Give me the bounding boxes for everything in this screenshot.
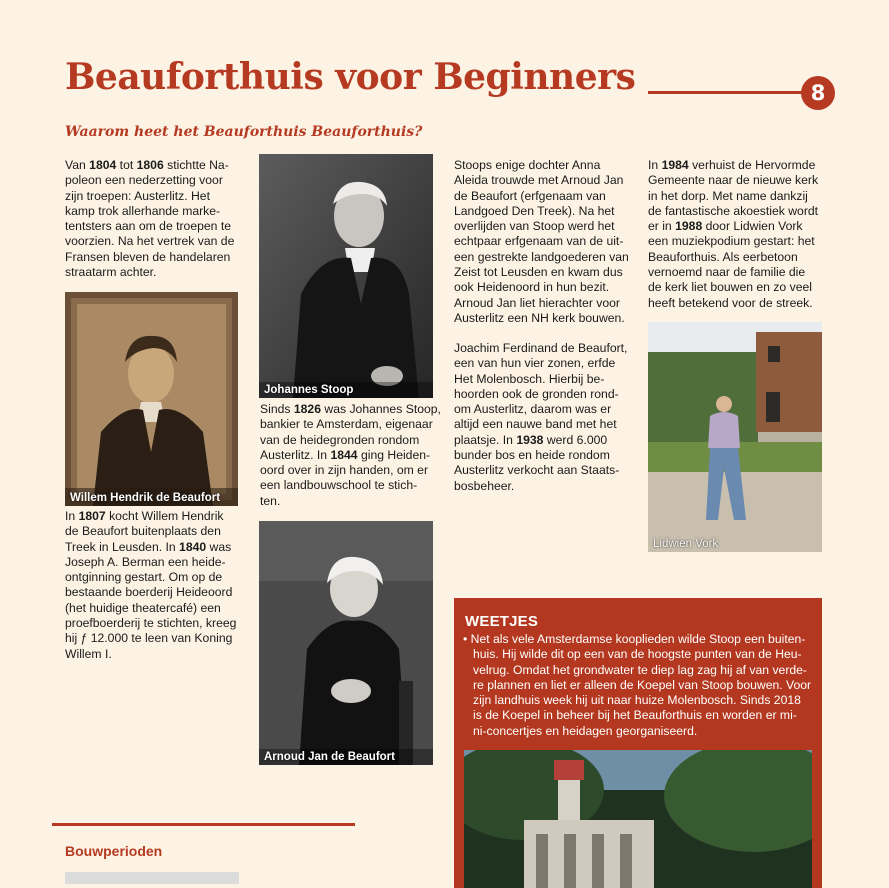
text-run: (het huidige theatercafé) een: [65, 600, 221, 615]
text-run: ook Heidenoord in hun bezit.: [454, 280, 610, 295]
text-line: [454, 448, 627, 463]
subtitle: Waarom heet het Beauforthuis Beauforthuis?: [65, 124, 423, 140]
text-line: [65, 647, 236, 662]
text-run: oord over in zijn handen, om er: [260, 463, 429, 478]
text-run: van de heidegronden rondom: [260, 432, 420, 447]
text-run: In: [648, 158, 662, 172]
text-line: [454, 479, 627, 494]
text-run: Stoops enige dochter Anna: [454, 158, 601, 172]
text-line: [65, 204, 234, 219]
text-line: [65, 265, 234, 280]
text-line: [454, 204, 629, 219]
text-line: [454, 189, 629, 204]
text-line: [454, 311, 629, 326]
weetjes-line: re plannen en liet er alleen de Koepel van Stoop bouwen. Voor: [473, 677, 812, 692]
text-run: Austerlitz. In: [260, 447, 331, 462]
page-number-badge: 8: [801, 76, 835, 110]
text-line: [65, 524, 236, 539]
text-line: [454, 402, 627, 417]
text-run: heeft betekend voor de streek.: [648, 295, 813, 310]
bouwperioden-image: [65, 872, 239, 884]
portrait-johannes-stoop: [259, 154, 433, 398]
text-run: Het Molenbosch. Hierbij be-: [454, 371, 605, 386]
text-run: was Johannes Stoop,: [321, 402, 441, 416]
koepel-photo-image: [464, 750, 812, 888]
text-line: [648, 296, 818, 311]
portrait-arnoud-jan-image: [259, 521, 433, 765]
text-run: de kerk liet bouwen en zo veel: [648, 280, 812, 295]
text-line: [454, 356, 627, 371]
text-line: [454, 433, 627, 448]
weetjes-text: [463, 632, 811, 739]
col3-first-text: [454, 158, 629, 326]
photo-caption: Lidwien Vork: [653, 538, 719, 550]
portrait-arnoud-jan: [259, 521, 433, 765]
text-run: vernoemd naar de familie die: [648, 265, 806, 280]
text-run: er in: [648, 219, 676, 234]
text-line: [648, 189, 818, 204]
text-run: een van hun vier zonen, erfde: [454, 356, 616, 371]
portrait-willem-hendrik: [65, 292, 238, 506]
col1-intro-text: [65, 158, 234, 280]
text-line: [65, 189, 234, 204]
year: 1807: [78, 509, 106, 523]
text-line: [648, 173, 818, 188]
text-line: [260, 417, 441, 432]
text-run: de Beaufort (erfgenaam van: [454, 188, 606, 203]
year: 1826: [293, 402, 321, 416]
text-run: een gestrekte landgoederen van: [454, 249, 629, 264]
text-line: [454, 417, 627, 432]
text-line: [65, 509, 236, 524]
bouwperioden-rule: [52, 823, 355, 826]
text-run: hoorden ook de gronden rond-: [454, 386, 619, 401]
text-run: Aleida trouwde met Arnoud Jan: [454, 173, 624, 188]
text-line: [65, 219, 234, 234]
text-run: Van: [65, 158, 90, 172]
text-line: [454, 372, 627, 387]
text-line: [454, 250, 629, 265]
text-run: Joachim Ferdinand de Beaufort,: [454, 341, 628, 355]
text-run: straatarm achter.: [65, 265, 157, 280]
weetjes-line: • Net als vele Amsterdamse kooplieden wilde Stoop een buiten-: [463, 632, 806, 646]
text-run: proefboerderij te stichten, kreeg: [65, 616, 237, 631]
text-run: Willem I.: [65, 646, 112, 661]
text-line: [648, 280, 818, 295]
portrait-johannes-stoop-image: [259, 154, 433, 398]
year: 1988: [675, 219, 703, 234]
text-run: Treek in Leusden. In: [65, 539, 180, 554]
text-line: [648, 234, 818, 249]
text-run: In: [65, 509, 79, 523]
text-run: Zeist tot Leusden en kwam dus: [454, 265, 623, 280]
text-run: de fantastische akoestiek wordt: [648, 203, 819, 218]
year: 1840: [179, 539, 207, 554]
text-line: [260, 478, 441, 493]
text-run: verhuist de Hervormde: [688, 158, 816, 172]
weetjes-line: velrug. Omdat het grondwater te diep lag zag hij af van verde-: [473, 662, 807, 677]
year: 1804: [89, 158, 117, 172]
col4-text: [648, 158, 818, 311]
text-line: [65, 555, 236, 570]
text-run: bosbeheer.: [454, 478, 515, 493]
text-run: poleon een nederzetting voor: [65, 173, 223, 188]
text-run: bankier te Amsterdam, eigenaar: [260, 417, 433, 432]
text-run: Austerlitz een NH kerk bouwen.: [454, 310, 625, 325]
text-line: [454, 341, 627, 356]
col3-second-text: [454, 341, 627, 494]
text-run: ontginning gestart. Om op de: [65, 570, 223, 585]
photo-lidwien-vork-image: [648, 322, 822, 552]
text-run: Austerlitz verkocht aan Staats-: [454, 463, 620, 478]
text-run: bestaande boerderij Heideoord: [65, 585, 233, 600]
weetjes-line: huis. Hij wilde dit op een van de hoogste punten van de Heu-: [473, 647, 802, 662]
text-line: [260, 433, 441, 448]
text-run: plaatsje. In: [454, 432, 517, 447]
koepel-photo: [464, 750, 812, 888]
text-run: de Beaufort buitenplaats den: [65, 524, 221, 539]
text-run: kocht Willem Hendrik: [105, 509, 224, 523]
text-run: Fransen bleven de handelaren: [65, 249, 231, 264]
photo-lidwien-vork: [648, 322, 822, 552]
text-run: Landgoed Den Treek). Na het: [454, 203, 615, 218]
text-line: [454, 265, 629, 280]
year: 1844: [330, 447, 358, 462]
text-run: zijn troepen: Austerlitz. Het: [65, 188, 210, 203]
text-line: [65, 173, 234, 188]
year: 1806: [136, 158, 164, 172]
text-run: hij ƒ 12.000 te leen van Koning: [65, 631, 233, 646]
text-run: tot: [116, 158, 137, 172]
weetjes-box: [454, 598, 822, 888]
text-run: Arnoud Jan liet hierachter voor: [454, 295, 620, 310]
text-run: Beauforthuis. Als eerbetoon: [648, 249, 798, 264]
text-line: [454, 173, 629, 188]
year: 1938: [516, 432, 544, 447]
text-run: altijd een nauwe band met het: [454, 417, 617, 432]
text-line: [65, 585, 236, 600]
text-line: [260, 463, 441, 478]
col2-text: [260, 402, 441, 509]
text-line: [648, 219, 818, 234]
text-line: [454, 234, 629, 249]
text-line: [65, 540, 236, 555]
text-line: [454, 158, 629, 173]
text-run: echtpaar erfgenaam van de uit-: [454, 234, 624, 249]
portrait-caption: Arnoud Jan de Beaufort: [264, 751, 395, 763]
text-run: overlijden van Stoop werd het: [454, 219, 615, 234]
text-line: [65, 158, 234, 173]
bouwperioden-title: Bouwperioden: [65, 843, 163, 859]
text-run: een muziekpodium gestart: het: [648, 234, 815, 249]
text-line: [260, 448, 441, 463]
weetjes-title: WEETJES: [465, 613, 539, 630]
text-line: [648, 265, 818, 280]
text-run: om Austerlitz, daarom was er: [454, 402, 612, 417]
col1-second-text: [65, 509, 236, 662]
text-line: [65, 631, 236, 646]
text-line: [65, 601, 236, 616]
portrait-willem-hendrik-image: [65, 292, 238, 506]
text-line: [454, 296, 629, 311]
weetjes-line: is de Koepel in beheer bij het Beauforthuis en worden er mi-: [473, 708, 797, 723]
portrait-caption: Johannes Stoop: [264, 384, 354, 396]
text-run: ging Heiden-: [357, 447, 431, 462]
text-line: [454, 387, 627, 402]
text-line: [65, 250, 234, 265]
text-line: [648, 204, 818, 219]
text-run: werd 6.000: [543, 432, 608, 447]
text-line: [454, 219, 629, 234]
text-run: tentsters aan om de troepen te: [65, 219, 231, 234]
text-line: [65, 234, 234, 249]
text-run: kamp trok allerhande marke-: [65, 203, 221, 218]
page-title: Beauforthuis voor Beginners: [65, 56, 636, 98]
title-rule: [648, 91, 808, 94]
text-run: Sinds: [260, 402, 294, 416]
text-run: Gemeente naar de nieuwe kerk: [648, 173, 819, 188]
year: 1984: [661, 158, 689, 172]
text-line: [260, 494, 441, 509]
text-line: [648, 250, 818, 265]
text-run: voorzien. Na het vertrek van de: [65, 234, 235, 249]
text-run: bunder bos en heide rondom: [454, 448, 610, 463]
text-run: Joseph A. Berman een heide-: [65, 554, 226, 569]
text-run: in het dorp. Met name dankzij: [648, 188, 808, 203]
text-line: [648, 158, 818, 173]
text-line: [454, 280, 629, 295]
text-line: [65, 616, 236, 631]
text-run: een landbouwschool te stich-: [260, 478, 418, 493]
text-run: stichtte Na-: [163, 158, 229, 172]
text-run: door Lidwien Vork: [702, 219, 803, 234]
weetjes-line: ni-concertjes en heidagen georganiseerd.: [473, 723, 698, 738]
weetjes-line: zijn landhuis week hij uit naar huize Molenbosch. Sinds 2018: [473, 693, 801, 708]
text-line: [260, 402, 441, 417]
portrait-caption: Willem Hendrik de Beaufort: [70, 492, 221, 504]
text-line: [65, 570, 236, 585]
text-line: [454, 463, 627, 478]
text-run: ten.: [260, 493, 281, 508]
text-run: was: [206, 539, 232, 554]
